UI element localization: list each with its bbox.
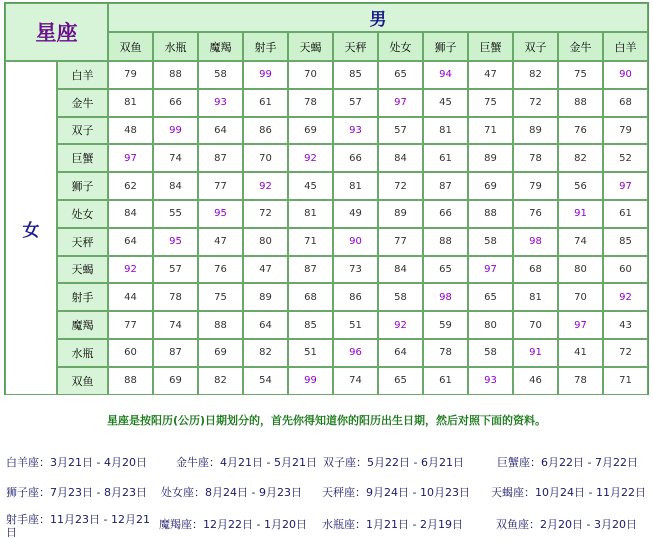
score-cell: 89 — [243, 283, 288, 311]
score-cell: 84 — [108, 200, 153, 228]
date-range-item — [323, 456, 464, 469]
score-cell: 69 — [153, 367, 198, 395]
score-cell: 66 — [423, 200, 468, 228]
date-range-item — [6, 456, 147, 469]
score-cell: 61 — [423, 367, 468, 395]
row-label: 狮子 — [57, 172, 108, 200]
score-cell: 48 — [108, 117, 153, 145]
score-cell: 76 — [198, 256, 243, 284]
row-label: 双子 — [57, 117, 108, 145]
sign-date-range: 6月22日 - 7月22日 — [541, 456, 638, 469]
compatibility-table — [4, 2, 649, 395]
score-cell: 88 — [423, 228, 468, 256]
score-cell: 88 — [468, 200, 513, 228]
score-cell: 90 — [603, 61, 648, 89]
score-cell: 81 — [513, 283, 558, 311]
score-cell: 75 — [198, 283, 243, 311]
score-cell: 71 — [603, 367, 648, 395]
score-cell: 47 — [243, 256, 288, 284]
score-cell: 71 — [288, 228, 333, 256]
score-cell: 51 — [333, 311, 378, 339]
score-cell: 94 — [423, 61, 468, 89]
score-cell: 74 — [333, 367, 378, 395]
column-header: 处女 — [378, 32, 423, 61]
score-cell: 92 — [288, 144, 333, 172]
sign-date-range: 3月21日 - 4月20日 — [50, 456, 147, 469]
sign-date-range: 10月24日 - 11月22日 — [535, 486, 646, 499]
score-cell: 71 — [468, 117, 513, 145]
column-header: 金牛 — [558, 32, 603, 61]
score-cell: 81 — [423, 117, 468, 145]
column-header: 双子 — [513, 32, 558, 61]
score-cell: 61 — [603, 200, 648, 228]
score-cell: 75 — [468, 89, 513, 117]
score-cell: 47 — [468, 61, 513, 89]
score-cell: 45 — [288, 172, 333, 200]
score-cell: 54 — [243, 367, 288, 395]
score-cell: 77 — [378, 228, 423, 256]
score-cell: 74 — [153, 311, 198, 339]
column-header: 狮子 — [423, 32, 468, 61]
score-cell: 81 — [108, 89, 153, 117]
score-cell: 95 — [198, 200, 243, 228]
score-cell: 57 — [153, 256, 198, 284]
score-cell: 58 — [468, 228, 513, 256]
score-cell: 87 — [288, 256, 333, 284]
score-cell: 69 — [198, 339, 243, 367]
score-cell: 77 — [198, 172, 243, 200]
score-cell: 86 — [243, 117, 288, 145]
score-cell: 70 — [288, 61, 333, 89]
score-cell: 84 — [378, 256, 423, 284]
score-cell: 68 — [603, 89, 648, 117]
score-cell: 65 — [423, 256, 468, 284]
score-cell: 87 — [423, 172, 468, 200]
score-cell: 72 — [378, 172, 423, 200]
score-cell: 85 — [288, 311, 333, 339]
score-cell: 45 — [423, 89, 468, 117]
score-cell: 91 — [513, 339, 558, 367]
column-header: 水瓶 — [153, 32, 198, 61]
score-cell: 80 — [468, 311, 513, 339]
sign-name: 处女座： — [161, 486, 205, 499]
score-cell: 86 — [333, 283, 378, 311]
column-header: 射手 — [243, 32, 288, 61]
date-range-item — [176, 456, 317, 469]
row-label: 金牛 — [57, 89, 108, 117]
score-cell: 97 — [468, 256, 513, 284]
date-range-item — [159, 518, 307, 531]
score-cell: 61 — [423, 144, 468, 172]
row-label: 巨蟹 — [57, 144, 108, 172]
score-cell: 47 — [198, 228, 243, 256]
score-cell: 78 — [513, 144, 558, 172]
score-cell: 69 — [288, 117, 333, 145]
score-cell: 77 — [108, 311, 153, 339]
score-cell: 87 — [198, 144, 243, 172]
score-cell: 64 — [378, 339, 423, 367]
sign-date-range: 9月24日 - 10月23日 — [366, 486, 470, 499]
score-cell: 58 — [378, 283, 423, 311]
score-cell: 58 — [198, 61, 243, 89]
date-range-item — [496, 518, 637, 531]
sign-name: 白羊座： — [6, 456, 50, 469]
sign-date-range: 8月24日 - 9月23日 — [205, 486, 302, 499]
score-cell: 56 — [558, 172, 603, 200]
row-label: 水瓶 — [57, 339, 108, 367]
sign-name: 射手座： — [6, 513, 50, 526]
score-cell: 92 — [108, 256, 153, 284]
score-cell: 75 — [558, 61, 603, 89]
score-cell: 92 — [603, 283, 648, 311]
score-cell: 68 — [513, 256, 558, 284]
score-cell: 52 — [603, 144, 648, 172]
score-cell: 72 — [513, 89, 558, 117]
score-cell: 46 — [513, 367, 558, 395]
sign-date-range: 12月22日 - 1月20日 — [203, 518, 307, 531]
score-cell: 65 — [468, 283, 513, 311]
score-cell: 99 — [243, 61, 288, 89]
score-cell: 57 — [378, 117, 423, 145]
female-label: 女 — [5, 61, 57, 395]
score-cell: 64 — [243, 311, 288, 339]
score-cell: 72 — [243, 200, 288, 228]
row-label: 魔羯 — [57, 311, 108, 339]
score-cell: 87 — [153, 339, 198, 367]
score-cell: 69 — [468, 172, 513, 200]
sign-name: 巨蟹座： — [497, 456, 541, 469]
date-range-item — [322, 518, 463, 531]
score-cell: 96 — [333, 339, 378, 367]
score-cell: 78 — [423, 339, 468, 367]
sign-date-range: 7月23日 - 8月23日 — [50, 486, 147, 499]
score-cell: 93 — [333, 117, 378, 145]
sign-name: 天秤座： — [322, 486, 366, 499]
score-cell: 76 — [513, 200, 558, 228]
score-cell: 93 — [198, 89, 243, 117]
score-cell: 57 — [333, 89, 378, 117]
score-cell: 60 — [108, 339, 153, 367]
score-cell: 99 — [153, 117, 198, 145]
score-cell: 89 — [468, 144, 513, 172]
sign-name: 金牛座： — [176, 456, 220, 469]
score-cell: 73 — [333, 256, 378, 284]
score-cell: 85 — [333, 61, 378, 89]
column-header: 天蝎 — [288, 32, 333, 61]
score-cell: 82 — [558, 144, 603, 172]
sign-name: 狮子座： — [6, 486, 50, 499]
row-label: 射手 — [57, 283, 108, 311]
row-label: 处女 — [57, 200, 108, 228]
sign-name: 天蝎座： — [491, 486, 535, 499]
sign-date-range: 1月21日 - 2月19日 — [366, 518, 463, 531]
score-cell: 43 — [603, 311, 648, 339]
score-cell: 84 — [378, 144, 423, 172]
sign-date-range: 11月23日 - 12月21日 — [6, 513, 150, 539]
column-header: 双鱼 — [108, 32, 153, 61]
score-cell: 55 — [153, 200, 198, 228]
score-cell: 91 — [558, 200, 603, 228]
sign-name: 双鱼座： — [496, 518, 540, 531]
score-cell: 60 — [603, 256, 648, 284]
score-cell: 79 — [603, 117, 648, 145]
score-cell: 82 — [243, 339, 288, 367]
sign-name: 双子座： — [323, 456, 367, 469]
sign-name: 魔羯座： — [159, 518, 203, 531]
score-cell: 88 — [558, 89, 603, 117]
score-cell: 89 — [513, 117, 558, 145]
score-cell: 82 — [198, 367, 243, 395]
score-cell: 88 — [198, 311, 243, 339]
date-range-item — [161, 486, 302, 499]
explanation-note: 星座是按阳历(公历)日期划分的，首先你得知道你的阳历出生日期，然后对照下面的资料。 — [106, 414, 547, 427]
date-range-item — [497, 456, 638, 469]
score-cell: 81 — [333, 172, 378, 200]
score-cell: 66 — [153, 89, 198, 117]
date-range-item — [6, 486, 147, 499]
row-label: 双鱼 — [57, 367, 108, 395]
score-cell: 70 — [558, 283, 603, 311]
date-range-item — [6, 513, 156, 539]
score-cell: 95 — [153, 228, 198, 256]
score-cell: 44 — [108, 283, 153, 311]
score-cell: 93 — [468, 367, 513, 395]
row-label: 天蝎 — [57, 256, 108, 284]
date-range-item — [322, 486, 470, 499]
score-cell: 78 — [288, 89, 333, 117]
score-cell: 61 — [243, 89, 288, 117]
score-cell: 99 — [288, 367, 333, 395]
score-cell: 98 — [513, 228, 558, 256]
score-cell: 97 — [603, 172, 648, 200]
score-cell: 79 — [108, 61, 153, 89]
score-cell: 85 — [603, 228, 648, 256]
score-cell: 74 — [558, 228, 603, 256]
score-cell: 80 — [243, 228, 288, 256]
score-cell: 49 — [333, 200, 378, 228]
score-cell: 58 — [468, 339, 513, 367]
row-label: 天秤 — [57, 228, 108, 256]
score-cell: 90 — [333, 228, 378, 256]
score-cell: 78 — [558, 367, 603, 395]
score-cell: 65 — [378, 367, 423, 395]
corner-title: 星座 — [5, 3, 108, 61]
score-cell: 70 — [513, 311, 558, 339]
score-cell: 97 — [558, 311, 603, 339]
column-header: 天秤 — [333, 32, 378, 61]
score-cell: 88 — [153, 61, 198, 89]
score-cell: 80 — [558, 256, 603, 284]
score-cell: 81 — [288, 200, 333, 228]
score-cell: 79 — [513, 172, 558, 200]
score-cell: 72 — [603, 339, 648, 367]
column-header: 巨蟹 — [468, 32, 513, 61]
score-cell: 66 — [333, 144, 378, 172]
score-cell: 64 — [198, 117, 243, 145]
score-cell: 68 — [288, 283, 333, 311]
row-label: 白羊 — [57, 61, 108, 89]
score-cell: 92 — [378, 311, 423, 339]
score-cell: 82 — [513, 61, 558, 89]
sign-date-range: 4月21日 - 5月21日 — [220, 456, 317, 469]
sign-date-range: 2月20日 - 3月20日 — [540, 518, 637, 531]
male-header: 男 — [108, 3, 648, 32]
score-cell: 88 — [108, 367, 153, 395]
score-cell: 64 — [108, 228, 153, 256]
score-cell: 89 — [378, 200, 423, 228]
score-cell: 74 — [153, 144, 198, 172]
score-cell: 51 — [288, 339, 333, 367]
score-cell: 76 — [558, 117, 603, 145]
score-cell: 70 — [243, 144, 288, 172]
score-cell: 98 — [423, 283, 468, 311]
column-header: 白羊 — [603, 32, 648, 61]
sign-date-range: 5月22日 - 6月21日 — [367, 456, 464, 469]
sign-name: 水瓶座： — [322, 518, 366, 531]
score-cell: 41 — [558, 339, 603, 367]
column-header: 魔羯 — [198, 32, 243, 61]
score-cell: 97 — [378, 89, 423, 117]
score-cell: 92 — [243, 172, 288, 200]
score-cell: 78 — [153, 283, 198, 311]
score-cell: 84 — [153, 172, 198, 200]
date-range-item — [491, 486, 646, 499]
score-cell: 59 — [423, 311, 468, 339]
score-cell: 97 — [108, 144, 153, 172]
score-cell: 62 — [108, 172, 153, 200]
score-cell: 65 — [378, 61, 423, 89]
